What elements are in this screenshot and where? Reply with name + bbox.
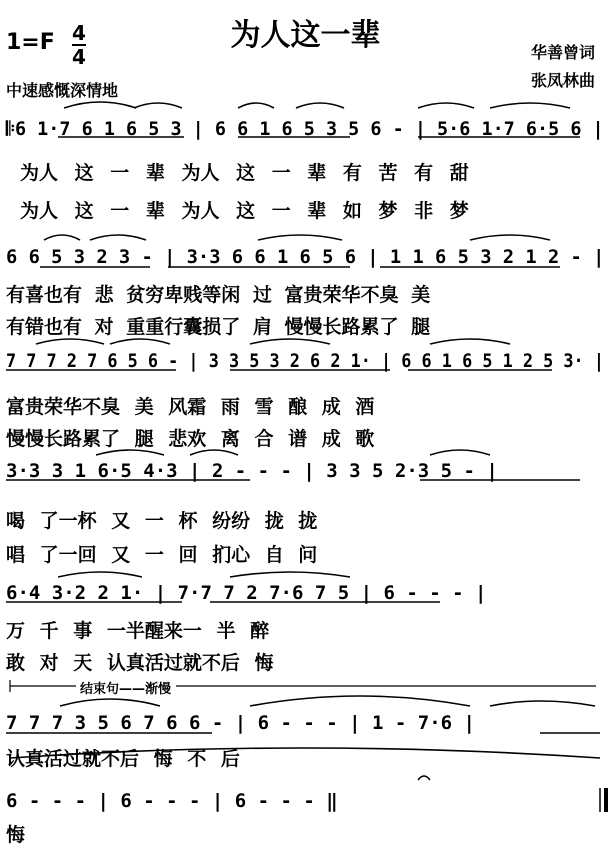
- lyricist-credit: 华善曾词: [531, 43, 596, 62]
- system-2-lyrics-verse1: 有喜也有 悲 贫穷卑贱等闲 过 富贵荣华不臭 美: [6, 284, 431, 306]
- system-7-notes: 6 - - - | 6 - - - | 6 - - - ‖: [6, 790, 338, 812]
- tempo-marking: 中速感慨深情地: [6, 81, 119, 100]
- system-1-lyrics-verse1: 为人 这 一 辈 为人 这 一 辈 有 苦 有 甜: [20, 162, 469, 184]
- system-1-lyrics-verse2: 为人 这 一 辈 为人 这 一 辈 如 梦 非 梦: [20, 200, 469, 222]
- system-6-lyrics: 认真活过就不后 悔 不 后: [6, 748, 240, 770]
- system-2-notes: 6 6 5 3 2 3 - | 3·3 6 6 1 6 5 6 | 1 1 6 5 3 2 1 2 - |: [6, 246, 605, 268]
- system-4-lyrics-verse1: 喝 了一杯 又 一 杯 纷纷 拢 拢: [6, 510, 318, 532]
- system-2-lyrics-verse2: 有错也有 对 重重行囊损了 肩 慢慢长路累了 腿: [6, 316, 431, 338]
- song-title: 为人这一辈: [230, 18, 381, 53]
- system-4-lyrics-verse2: 唱 了一回 又 一 回 扪心 自 问: [6, 544, 318, 566]
- composer-credit: 张凤林曲: [531, 71, 596, 90]
- system-3-notes: 7 7 7 2 7 6 5 6 - | 3 3 5 3 2 6 2 1· | 6 6 1 6 5 1 2 5 3· |: [6, 350, 604, 372]
- system-7-lyrics: 悔: [6, 824, 26, 846]
- key-signature: 1=F: [6, 30, 55, 55]
- time-signature-bottom: 4: [72, 45, 86, 69]
- system-3-lyrics-verse1: 富贵荣华不臭 美 风霜 雨 雪 酿 成 酒: [6, 396, 375, 418]
- system-6-notes: 7 7 7 3 5 6 7 6 6 - | 6 - - - | 1 - 7·6 |: [6, 712, 475, 734]
- system-1-notes: 𝄆6 1·7 6 1 6 5 3 | 6 6 1 6 5 3 5 6 - | 5·6 1·7 6·5 6 |: [6, 118, 604, 140]
- system-5-lyrics-verse1: 万 千 事 一半醒来一 半 醉: [6, 620, 270, 642]
- time-signature-top: 4: [72, 21, 86, 45]
- system-4-notes: 3·3 3 1 6·5 4·3 | 2 - - - | 3 3 5 2·3 5 - |: [6, 460, 498, 482]
- ending-annotation: 结束句——渐慢: [80, 682, 172, 697]
- system-3-lyrics-verse2: 慢慢长路累了 腿 悲欢 离 合 谱 成 歌: [6, 428, 375, 450]
- system-5-notes: 6·4 3·2 2 1· | 7·7 7 2 7·6 7 5 | 6 - - - |: [6, 582, 487, 604]
- system-5-lyrics-verse2: 敢 对 天 认真活过就不后 悔: [6, 652, 274, 674]
